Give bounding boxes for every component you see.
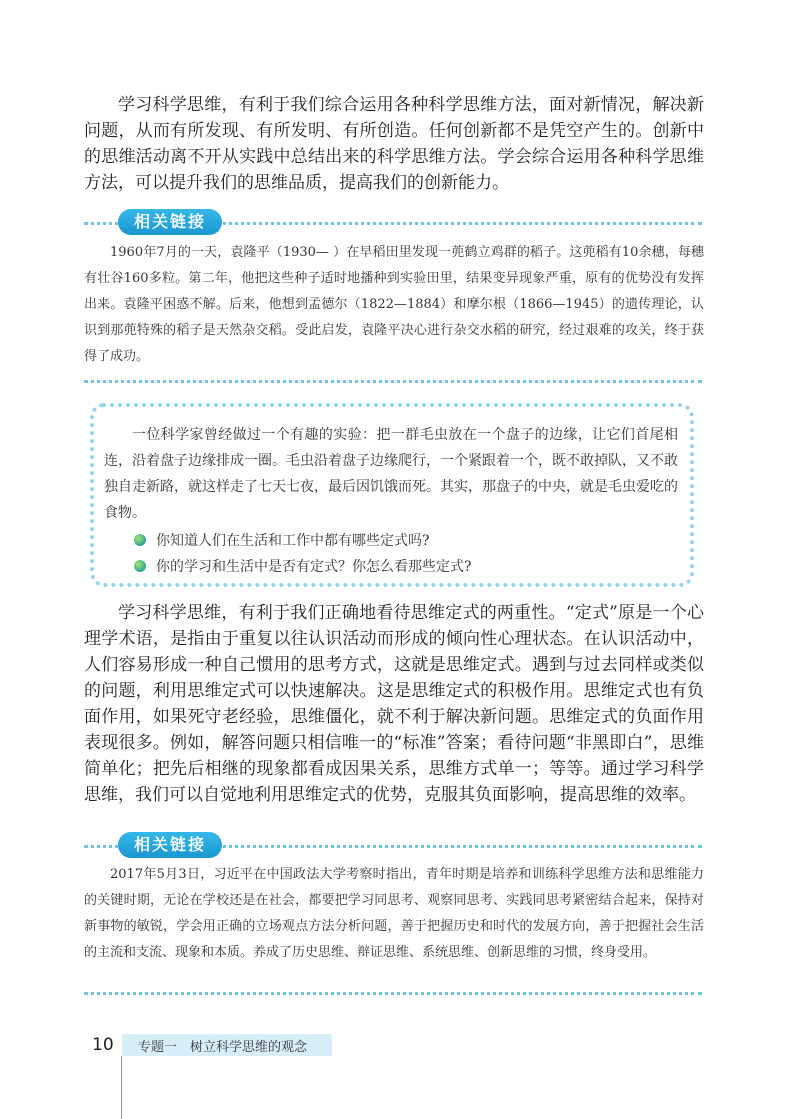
main-paragraph-text: 学习科学思维，有利于我们正确地看待思维定式的两重性。“定式”原是一个心理学术语，是指由于重复以往认识活动而形成的倾向性心理状态。在认识活动中，人们容易形成一种自己惯用的思考方式，这就是思维定式。遇到与过去同样或类似的问题，利用思维定式可以快速解决。这是思维定式的积极作用。思维定式也有负面作用，如果死守老经验，思维僵化，就不利于解决新问题。思维定式的负面作用表现很多。例如，解答问题只相信唯一的“标准”答案；看待问题“非黑即白”，思维简单化；把先后相继的现象都看成因果关系，思维方式单一；等等。通过学习科学思维，我们可以自觉地利用思维定式的优势，克服其负面影响，提高思维的效率。	[84, 603, 704, 805]
chapter-title: 专题一 树立科学思维的观念	[138, 1040, 308, 1055]
bullet-icon	[134, 534, 146, 546]
divider-link2-bottom	[84, 992, 702, 995]
page-number: 10	[92, 1035, 114, 1055]
intro-paragraph	[84, 92, 704, 196]
related-link-1-body	[84, 240, 704, 370]
question-1-text: 你知道人们在生活和工作中都有哪些定式吗?	[156, 533, 430, 549]
question-2	[134, 556, 472, 576]
divider-link1-bottom	[84, 380, 702, 383]
main-paragraph	[84, 600, 704, 808]
related-link-2-text: 2017年5月3日，习近平在中国政法大学考察时指出，青年时期是培养和训练科学思维方法和思维能力的关键时期，无论在学校还是在社会，都要把学习同思考、观察同思考、实践同思考紧密结合起来，保持对新事物的敏锐，学会用正确的立场观点方法分析问题，善于把握历史和时代的发展方向，善于把握社会生活的主流和支流、现象和本质。养成了历史思维、辩证思维、系统思维、创新思维的习惯，终身受用。	[84, 867, 704, 960]
discussion-box-text: 一位科学家曾经做过一个有趣的实验：把一群毛虫放在一个盘子的边缘，让它们首尾相连，沿着盘子边缘排成一圈。毛虫沿着盘子边缘爬行，一个紧跟着一个，既不敢掉队，又不敢独自走新路，就这样走了七天七夜，最后因饥饿而死。其实，那盘子的中央，就是毛虫爱吃的食物。	[104, 427, 678, 521]
related-link-tag-1: 相关链接	[118, 209, 222, 235]
discussion-box-text-wrap	[104, 422, 678, 526]
related-link-tag-2: 相关链接	[118, 832, 222, 858]
question-2-text: 你的学习和生活中是否有定式？你怎么看那些定式?	[156, 559, 472, 575]
question-1	[134, 530, 430, 550]
intro-paragraph-text: 学习科学思维，有利于我们综合运用各种科学思维方法，面对新情况，解决新问题，从而有所发现、有所发明、有所创造。任何创新都不是凭空产生的。创新中的思维活动离不开从实践中总结出来的科学思维方法。学会综合运用各种科学思维方法，可以提升我们的思维品质，提高我们的创新能力。	[84, 95, 704, 193]
footer-divider	[121, 1056, 122, 1119]
related-link-1-text: 1960年7月的一天，袁隆平（1930— ）在早稻田里发现一蔸鹤立鸡群的稻子。这蔸稻有10余穗，每穗有壮谷160多粒。第二年，他把这些种子适时地播种到实验田里，结果变异现象严重，原有的优势没有发挥出来。袁隆平困惑不解。后来，他想到孟德尔（1822—1884）和摩尔根（1866—1945）的遗传理论，认识到那蔸特殊的稻子是天然杂交稻。受此启发，袁隆平决心进行杂交水稻的研究，经过艰难的攻关，终于获得了成功。	[84, 245, 704, 364]
related-link-2-body	[84, 862, 704, 966]
bullet-icon	[134, 560, 146, 572]
